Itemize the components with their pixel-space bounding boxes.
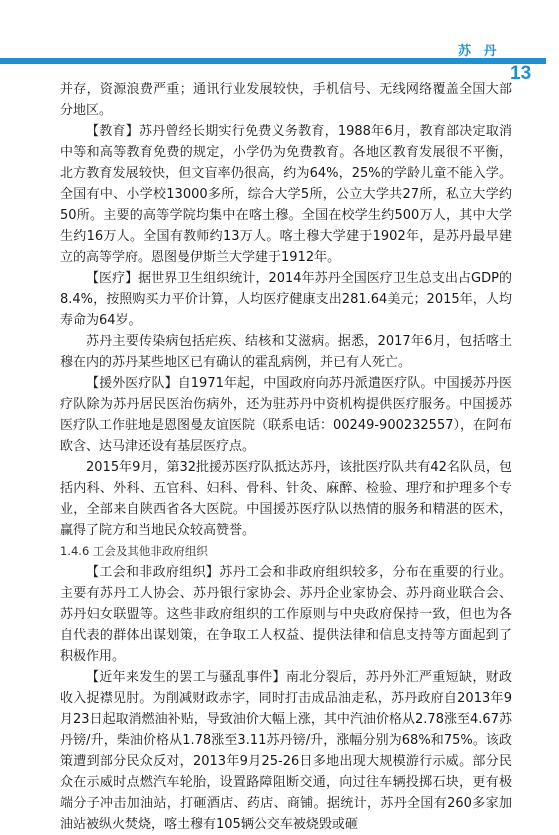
page-number: 13 bbox=[510, 63, 532, 84]
medical-team-tag: 【援外医疗队】 bbox=[86, 376, 178, 391]
education-text: 苏丹曾经长期实行免费义务教育，1988年6月，教育部决定取消中等和高等教育免费的规定，小学仍为免费教育。各地区教育发展很不平衡，北方教育发展较快，但文盲率仍很高，约为64%，25%的学龄儿童不能入学。全国有中、小学校13000多所，综合大学5所，公立大学共27所，私立大学约50所。主要的高等学院均集中在喀土穆。全国在校学生约500万人，其中大学生约16万人。全国有教师约13万人。喀土穆大学建于1902年，是苏丹最早建立的高等学府。恩图曼伊斯兰大学建于1912年。 bbox=[60, 124, 512, 265]
paragraph-strikes bbox=[60, 667, 512, 835]
strikes-text: 南北分裂后，苏丹外汇严重短缺，财政收入捉襟见肘。为削减财政赤字，同时打击成品油走私，苏丹政府自2013年9月23日起取消燃油补贴，导致油价大幅上涨，其中汽油价格从2.78涨至4.67苏丹镑/升，柴油价格从1.78涨至3.11苏丹镑/升，涨幅分别为68%和75%。该政策遭到部分民众反对，2013年9月25-26日多地出现大规模游行示威。部分民众在示威时点燃汽车轮胎，设置路障阻断交通，向过往车辆投掷石块，更有极端分子冲击加油站，打砸酒店、药店、商铺。据统计，苏丹全国有260多家加油站被纵火焚烧，喀土穆有105辆公交车被烧毁或砸 bbox=[60, 670, 512, 832]
section-heading: 1.4.6 工会及其他非政府组织 bbox=[60, 544, 208, 558]
paragraph-medical-team bbox=[60, 373, 512, 457]
strikes-tag: 【近年来发生的罢工与骚乱事件】 bbox=[86, 670, 286, 685]
unions-tag: 【工会和非政府组织】 bbox=[86, 565, 220, 580]
medical-team-text: 自1971年起，中国政府向苏丹派遣医疗队。中国援苏丹医疗队除为苏丹居民医治伤病外，还为驻苏丹中资机构提供医疗服务。中国援苏医疗队工作驻地是恩图曼友谊医院（联系电话：00249-900232557），在阿布欧含、达马津还设有基层医疗点。 bbox=[60, 376, 512, 454]
paragraph-unions bbox=[60, 562, 512, 667]
paragraph-education bbox=[60, 121, 512, 268]
education-tag: 【教育】 bbox=[86, 124, 140, 139]
paragraph-communications: 并存，资源浪费严重；通讯行业发展较快，手机信号、无线网络覆盖全国大部分地区。 bbox=[60, 82, 512, 118]
document-body bbox=[60, 79, 512, 835]
unions-text: 苏丹工会和非政府组织较多，分布在重要的行业。主要有苏丹工人协会、苏丹银行家协会、苏丹企业家协会、苏丹商业联合会、苏丹妇女联盟等。这些非政府组织的工作原则与中央政府保持一致，但也为各自代表的群体出谋划策，在争取工人权益、提供法律和信息支持等方面起到了积极作用。 bbox=[60, 565, 512, 664]
running-header-title: 苏 丹 bbox=[458, 44, 501, 59]
paragraph-medical-team-2015: 2015年9月，第32批援苏医疗队抵达苏丹，该批医疗队共有42名队员，包括内科、外科、五官科、妇科、骨科、针灸、麻醉、检验、理疗和护理多个专业，全部来自陕西省各大医院。中国援苏医疗队以热情的服务和精湛的医术，赢得了院方和当地民众较高赞誉。 bbox=[60, 460, 512, 538]
paragraph-diseases: 苏丹主要传染病包括疟疾、结核和艾滋病。据悉，2017年6月，包括喀土穆在内的苏丹某些地区已有确认的霍乱病例，并已有人死亡。 bbox=[60, 334, 512, 370]
medical-tag: 【医疗】 bbox=[86, 271, 139, 286]
paragraph-medical bbox=[60, 268, 512, 331]
medical-text: 据世界卫生组织统计，2014年苏丹全国医疗卫生总支出占GDP的8.4%，按照购买力平价计算，人均医疗健康支出281.64美元；2015年，人均寿命为64岁。 bbox=[60, 271, 512, 328]
